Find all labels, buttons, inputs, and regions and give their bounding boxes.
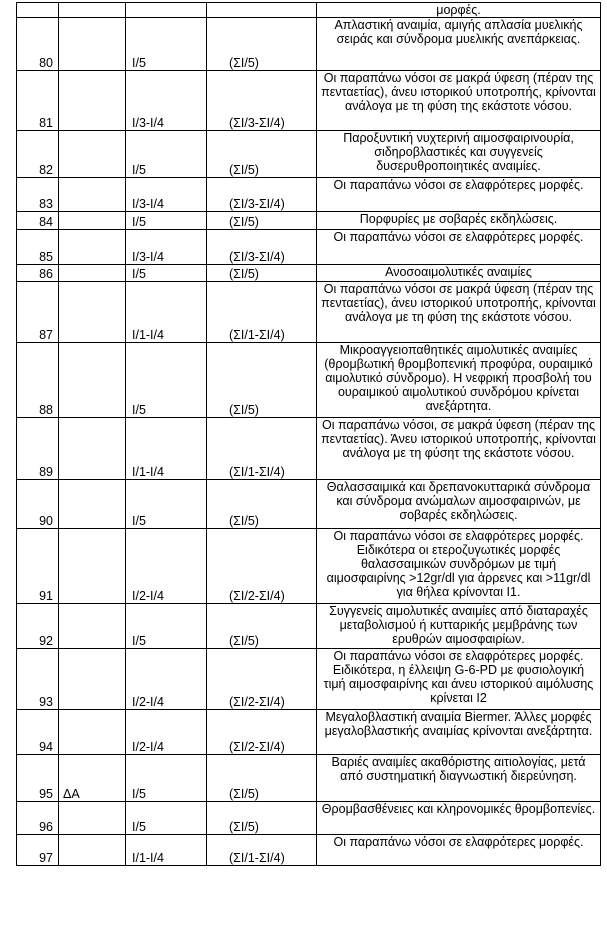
table-row [17,178,601,212]
row-degree-cell: Ι/3-Ι/4 [126,178,207,212]
row-code-cell [59,212,126,230]
row-number-cell: 88 [17,343,59,418]
row-code-cell [59,418,126,480]
row-alt-degree-cell: (ΣΙ/5) [207,212,317,230]
row-description-cell: Οι παραπάνω νόσοι σε ελαφρότερες μορφές. Ειδικότερα οι ετεροζυγωτικές μορφές θαλασσαιμικών συνδρόμων με τιμή αιμοσφαιρίνης >12gr/dl για άρρενες και >11gr/dl για θήλεα κρίνονται Ι1. [317,529,601,604]
table-row [17,230,601,265]
row-code-cell: ΔΑ [59,755,126,802]
row-code-cell [59,18,126,71]
row-description-cell: Ανοσοαιμολυτικές αναιμίες [317,265,601,282]
row-code-cell [59,529,126,604]
row-alt-degree-cell: (ΣΙ/5) [207,18,317,71]
row-alt-degree-cell: (ΣΙ/5) [207,480,317,529]
table-row [17,480,601,529]
row-degree-cell: Ι/5 [126,480,207,529]
disease-classification-table [16,2,601,866]
row-code-cell [59,131,126,178]
row-code-cell [59,802,126,835]
row-degree-cell: Ι/3-Ι/4 [126,71,207,131]
row-description-cell: Οι παραπάνω νόσοι σε ελαφρότερες μορφές. [317,230,601,265]
row-number-cell [17,3,59,18]
table-row [17,835,601,866]
row-code-cell [59,178,126,212]
row-code-cell [59,71,126,131]
row-code-cell [59,343,126,418]
row-description-cell: Απλαστική αναιμία, αμιγής απλασία μυελικής σειράς και σύνδρομα μυελικής ανεπάρκειας. [317,18,601,71]
row-number-cell: 83 [17,178,59,212]
row-description-cell: Οι παραπάνω νόσοι σε ελαφρότερες μορφές. Ειδικότερα, η έλλειψη G-6-PD με φυσιολογική τιμή αιμοσφαιρίνης και άνευ ιστορικού αιμόλυσης κρίνεται Ι2 [317,649,601,710]
row-degree-cell: Ι/5 [126,755,207,802]
row-number-cell: 91 [17,529,59,604]
row-degree-cell: Ι/1-Ι/4 [126,282,207,343]
table-row [17,802,601,835]
table-row [17,282,601,343]
row-description-cell: Βαριές αναιμίες ακαθόριστης αιτιολογίας, μετά από συστηματική διαγνωστική διερεύνηση. [317,755,601,802]
row-alt-degree-cell: (ΣΙ/5) [207,131,317,178]
row-alt-degree-cell: (ΣΙ/2-ΣΙ/4) [207,529,317,604]
row-degree-cell: Ι/5 [126,343,207,418]
table-row [17,529,601,604]
table-row [17,649,601,710]
row-code-cell [59,230,126,265]
row-description-cell: Οι παραπάνω νόσοι σε ελαφρότερες μορφές. [317,178,601,212]
table-row [17,418,601,480]
row-description-cell: Οι παραπάνω νόσοι σε μακρά ύφεση (πέραν της πενταετίας), άνευ ιστορικού υποτροπής, κρίνονται ανάλογα με τη φύση της εκάστοτε νόσου. [317,282,601,343]
row-description-cell: Οι παραπάνω νόσοι σε μακρά ύφεση (πέραν της πενταετίας), άνευ ιστορικού υποτροπής, κρίνονται ανάλογα με τη φύση της εκάστοτε νόσου. [317,71,601,131]
row-number-cell: 90 [17,480,59,529]
row-alt-degree-cell: (ΣΙ/5) [207,755,317,802]
row-alt-degree-cell: (ΣΙ/2-ΣΙ/4) [207,710,317,755]
row-description-cell: Μικροαγγειοπαθητικές αιμολυτικές αναιμίες (θρομβωτική θρομβοπενική προφύρα, ουραιμικό αιμολυτικό σύνδρομο). Η νεφρική προσβολή του ουραιμικού αιμολυτικού συνδρόμου κρίνεται ανεξάρτητα. [317,343,601,418]
row-number-cell: 93 [17,649,59,710]
row-alt-degree-cell: (ΣΙ/5) [207,265,317,282]
table-row [17,343,601,418]
row-number-cell: 84 [17,212,59,230]
table-row [17,212,601,230]
row-code-cell [59,480,126,529]
table-body [17,3,601,866]
row-degree-cell: Ι/3-Ι/4 [126,230,207,265]
row-description-cell: Μεγαλοβλαστική αναιμία Biermer. Άλλες μορφές μεγαλοβλαστικής αναιμίας κρίνονται ανεξάρτητα. [317,710,601,755]
row-description-cell: Οι παραπάνω νόσοι σε ελαφρότερες μορφές. [317,835,601,866]
row-code-cell [59,649,126,710]
table-row [17,3,601,18]
row-alt-degree-cell: (ΣΙ/1-ΣΙ/4) [207,835,317,866]
row-degree-cell: Ι/5 [126,604,207,649]
row-degree-cell: Ι/5 [126,802,207,835]
table-row [17,710,601,755]
row-description-cell: Οι παραπάνω νόσοι, σε μακρά ύφεση (πέραν της πενταετίας). Άνευ ιστορικού υποτροπής, κρίνονται ανάλογα με τη φύσητ της εκάστοτε νόσου. [317,418,601,480]
row-description-cell: μορφές. [317,3,601,18]
row-description-cell: Θρομβασθένειες και κληρονομικές θρομβοπενίες. [317,802,601,835]
row-description-cell: Πορφυρίες με σοβαρές εκδηλώσεις. [317,212,601,230]
row-description-cell: Θαλασσαιμικά και δρεπανοκυτταρικά σύνδρομα και σύνδρομα ανώμαλων αιμοσφαιρινών, με σοβαρές εκδηλώσεις. [317,480,601,529]
row-degree-cell: Ι/2-Ι/4 [126,710,207,755]
row-number-cell: 85 [17,230,59,265]
row-code-cell [59,3,126,18]
row-alt-degree-cell: (ΣΙ/2-ΣΙ/4) [207,649,317,710]
row-degree-cell: Ι/5 [126,265,207,282]
row-alt-degree-cell: (ΣΙ/1-ΣΙ/4) [207,282,317,343]
row-code-cell [59,265,126,282]
row-alt-degree-cell: (ΣΙ/5) [207,343,317,418]
table-row [17,18,601,71]
table-row [17,604,601,649]
row-degree-cell: Ι/5 [126,212,207,230]
table-row [17,71,601,131]
table-row [17,265,601,282]
row-code-cell [59,835,126,866]
row-alt-degree-cell: (ΣΙ/3-ΣΙ/4) [207,230,317,265]
table-row [17,131,601,178]
row-description-cell: Συγγενείς αιμολυτικές αναιμίες από διαταραχές μεταβολισμού ή κυτταρικής μεμβράνης των ερυθρών αιμοσφαιρίων. [317,604,601,649]
row-code-cell [59,282,126,343]
row-degree-cell: Ι/2-Ι/4 [126,529,207,604]
row-degree-cell: Ι/1-Ι/4 [126,835,207,866]
row-number-cell: 82 [17,131,59,178]
row-number-cell: 81 [17,71,59,131]
row-code-cell [59,710,126,755]
table-row [17,755,601,802]
row-degree-cell: Ι/5 [126,131,207,178]
row-number-cell: 80 [17,18,59,71]
row-alt-degree-cell: (ΣΙ/3-ΣΙ/4) [207,71,317,131]
row-number-cell: 92 [17,604,59,649]
row-alt-degree-cell: (ΣΙ/5) [207,604,317,649]
row-alt-degree-cell: (ΣΙ/1-ΣΙ/4) [207,418,317,480]
row-degree-cell [126,3,207,18]
row-degree-cell: Ι/2-Ι/4 [126,649,207,710]
row-code-cell [59,604,126,649]
row-number-cell: 94 [17,710,59,755]
row-alt-degree-cell: (ΣΙ/3-ΣΙ/4) [207,178,317,212]
row-number-cell: 89 [17,418,59,480]
row-description-cell: Παροξυντική νυχτερινή αιμοσφαιρινουρία, σιδηροβλαστικές και συγγενείς δυσερυθροποιητικές αναιμίες. [317,131,601,178]
row-number-cell: 96 [17,802,59,835]
row-degree-cell: Ι/1-Ι/4 [126,418,207,480]
row-number-cell: 97 [17,835,59,866]
row-number-cell: 86 [17,265,59,282]
row-alt-degree-cell: (ΣΙ/5) [207,802,317,835]
row-number-cell: 95 [17,755,59,802]
row-alt-degree-cell [207,3,317,18]
row-degree-cell: Ι/5 [126,18,207,71]
row-number-cell: 87 [17,282,59,343]
